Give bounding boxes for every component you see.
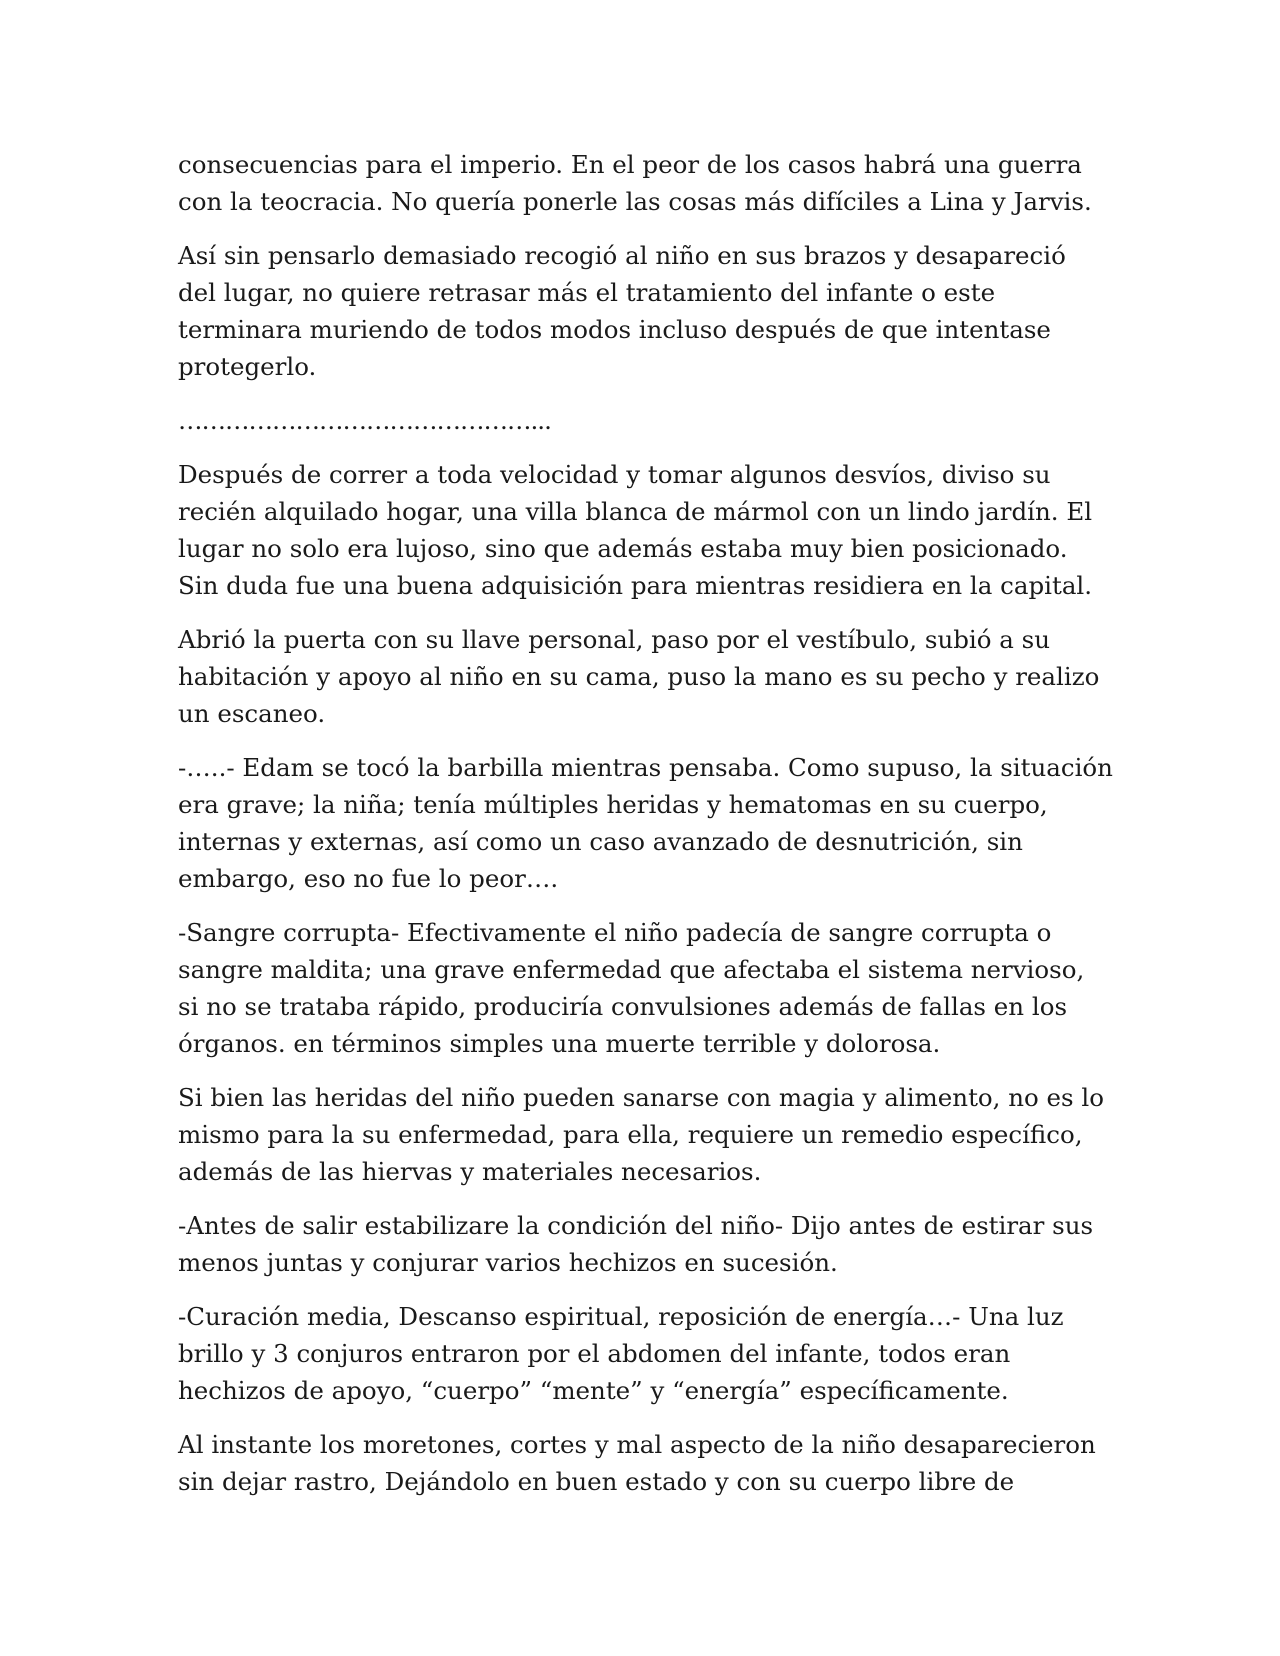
text-line: -Sangre corrupta- Efectivamente el niño padecía de sangre corrupta o [178, 918, 1052, 947]
paragraph-10 [178, 1426, 1108, 1500]
paragraph-4 [178, 621, 1108, 732]
document-body [178, 146, 1113, 1517]
paragraph-1 [178, 146, 1108, 220]
text-line: con la teocracia. No quería ponerle las cosas más difíciles a Lina y Jarvis. [178, 187, 1092, 216]
text-line: menos juntas y conjurar varios hechizos en sucesión. [178, 1248, 838, 1277]
text-line: del lugar, no quiere retrasar más el tratamiento del infante o este [178, 278, 996, 307]
text-line: Abrió la puerta con su llave personal, paso por el vestíbulo, subió a su [178, 625, 1051, 654]
text-line: embargo, eso no fue lo peor…. [178, 864, 559, 893]
text-line: consecuencias para el imperio. En el peor de los casos habrá una guerra [178, 150, 1082, 179]
text-line: protegerlo. [178, 352, 317, 381]
text-line: Después de correr a toda velocidad y tomar algunos desvíos, diviso su [178, 460, 1051, 489]
scene-separator [178, 402, 1108, 439]
text-line: Así sin pensarlo demasiado recogió al niño en sus brazos y desapareció [178, 241, 1066, 270]
text-line: -Antes de salir estabilizare la condición del niño- Dijo antes de estirar sus [178, 1211, 1094, 1240]
paragraph-8 [178, 1207, 1108, 1281]
text-line: terminara muriendo de todos modos incluso después de que intentase [178, 315, 1051, 344]
paragraph-5 [178, 749, 1113, 897]
paragraph-3 [178, 456, 1108, 604]
text-line: -Curación media, Descanso espiritual, reposición de energía…- Una luz [178, 1302, 1064, 1331]
text-line: mismo para la su enfermedad, para ella, requiere un remedio específico, [178, 1120, 1083, 1149]
text-line: sangre maldita; una grave enfermedad que afectaba el sistema nervioso, [178, 955, 1085, 984]
paragraph-7 [178, 1079, 1108, 1190]
text-line: -…..- Edam se tocó la barbilla mientras pensaba. Como supuso, la situación [178, 753, 1113, 782]
paragraph-9 [178, 1298, 1108, 1409]
text-line: Sin duda fue una buena adquisición para mientras residiera en la capital. [178, 571, 1093, 600]
text-line: Si bien las heridas del niño pueden sanarse con magia y alimento, no es lo [178, 1083, 1104, 1112]
text-line: lugar no solo era lujoso, sino que además estaba muy bien posicionado. [178, 534, 1068, 563]
text-line: además de las hiervas y materiales necesarios. [178, 1157, 762, 1186]
text-line: era grave; la niña; tenía múltiples heridas y hematomas en su cuerpo, [178, 790, 1048, 819]
separator-dots: ………………………………………... [178, 406, 551, 435]
text-line: Al instante los moretones, cortes y mal aspecto de la niño desaparecieron [178, 1430, 1096, 1459]
paragraph-6 [178, 914, 1108, 1062]
paragraph-2 [178, 237, 1108, 385]
text-line: si no se trataba rápido, produciría convulsiones además de fallas en los [178, 992, 1068, 1021]
text-line: brillo y 3 conjuros entraron por el abdomen del infante, todos eran [178, 1339, 1011, 1368]
text-line: hechizos de apoyo, “cuerpo” “mente” y “energía” específicamente. [178, 1376, 1009, 1405]
text-line: sin dejar rastro, Dejándolo en buen estado y con su cuerpo libre de [178, 1467, 1015, 1496]
text-line: recién alquilado hogar, una villa blanca de mármol con un lindo jardín. El [178, 497, 1093, 526]
text-line: un escaneo. [178, 699, 326, 728]
text-line: internas y externas, así como un caso avanzado de desnutrición, sin [178, 827, 1023, 856]
text-line: órganos. en términos simples una muerte terrible y dolorosa. [178, 1029, 941, 1058]
text-line: habitación y apoyo al niño en su cama, puso la mano es su pecho y realizo [178, 662, 1100, 691]
